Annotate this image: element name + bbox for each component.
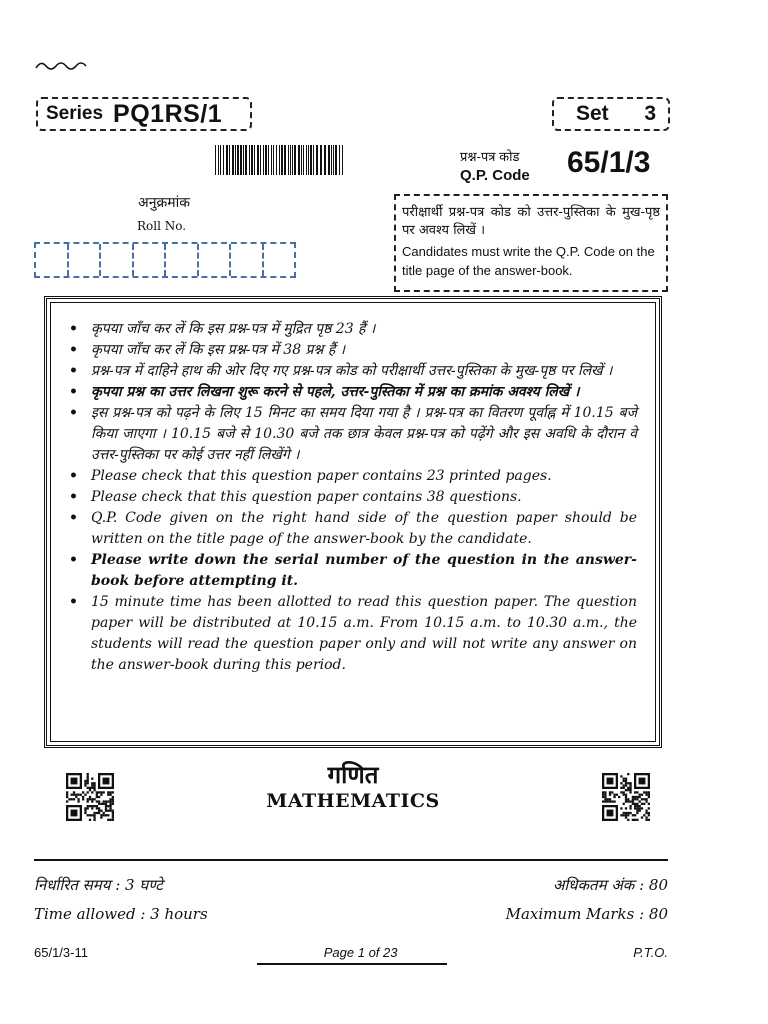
qp-code-value: 65/1/3 xyxy=(567,146,651,179)
time-allowed-hi: निर्धारित समय : 3 घण्टे xyxy=(34,876,163,894)
set-label: Set xyxy=(576,102,609,125)
instruction-item: • Please write down the serial number of the question in the answer-book before attempting it. xyxy=(91,550,637,592)
candidate-note-hi: परीक्षार्थी प्रश्न-पत्र कोड को उत्तर-पुस्तिका के मुख-पृष्ठ पर अवश्य लिखें । xyxy=(402,205,660,238)
roll-digit-box[interactable] xyxy=(134,244,167,276)
roll-digit-box[interactable] xyxy=(101,244,134,276)
instruction-item: • Q.P. Code given on the right hand side of the question paper should be written on the title page of the answer-book by the candidate. xyxy=(91,508,637,550)
candidate-note-en: Candidates must write the Q.P. Code on the title page of the answer-book. xyxy=(402,244,655,278)
instruction-item: • कृपया प्रश्न का उत्तर लिखना शुरू करने से पहले, उत्तर-पुस्तिका में प्रश्न का क्रमांक अवश्य लिखें । xyxy=(91,382,637,403)
roll-label-hi: अनुक्रमांक xyxy=(138,195,190,211)
page-footer xyxy=(34,945,668,960)
instruction-item: • Please check that this question paper contains 23 printed pages. xyxy=(91,466,637,487)
page-number-underline xyxy=(257,963,447,965)
set-box xyxy=(552,97,670,131)
qp-code-label-en: Q.P. Code xyxy=(460,167,530,184)
time-allowed-en: Time allowed : 3 hours xyxy=(34,905,208,923)
series-code: PQ1RS/1 xyxy=(113,99,223,128)
subject-title-hi: गणित xyxy=(327,760,379,789)
time-marks-row-en xyxy=(34,905,668,923)
roll-digit-box[interactable] xyxy=(69,244,102,276)
instruction-item: • कृपया जाँच कर लें कि इस प्रश्न-पत्र में 38 प्रश्न हैं । xyxy=(91,340,637,361)
roll-number-boxes[interactable] xyxy=(34,242,296,278)
divider xyxy=(34,859,668,861)
instruction-item: • कृपया जाँच कर लें कि इस प्रश्न-पत्र में मुद्रित पृष्ठ 23 हैं । xyxy=(91,319,637,340)
barcode-image xyxy=(215,145,345,175)
roll-digit-box[interactable] xyxy=(264,244,295,276)
roll-digit-box[interactable] xyxy=(36,244,69,276)
roll-label-en: Roll No. xyxy=(137,219,187,233)
max-marks-hi: अधिकतम अंक : 80 xyxy=(552,876,668,894)
time-marks-row-hi xyxy=(34,875,668,895)
qp-code-label xyxy=(460,147,530,185)
page-number: Page 1 of 23 xyxy=(323,945,398,960)
footer-code: 65/1/3-11 xyxy=(34,945,88,960)
max-marks-en: Maximum Marks : 80 xyxy=(505,905,668,923)
roll-digit-box[interactable] xyxy=(199,244,232,276)
tilde-mark xyxy=(34,58,92,72)
candidate-note-box xyxy=(394,194,668,292)
roll-digit-box[interactable] xyxy=(166,244,199,276)
series-label: Series xyxy=(46,103,104,124)
instruction-item: • 15 minute time has been allotted to read this question paper. The question paper will be distributed at 10.15 a.m. From 10.15 a.m. to 10.30 a.m., the students will read the question paper only and will not write any answer on the answer-book during this period. xyxy=(91,592,637,676)
qp-code-label-hi: प्रश्न-पत्र कोड xyxy=(460,149,520,164)
instructions-list xyxy=(67,319,637,676)
instruction-item: • इस प्रश्न-पत्र को पढ़ने के लिए 15 मिनट का समय दिया गया है । प्रश्न-पत्र का वितरण पूर्वाह्न में 10.15 बजे किया जाएगा । 10.15 बजे से 10.30 बजे तक छात्र केवल प्रश्न-पत्र को पढ़ेंगे और इस अवधि के दौरान वे उत्तर-पुस्तिका पर कोई उत्तर नहीं लिखेंगे । xyxy=(91,403,637,466)
pto-label: P.T.O. xyxy=(633,945,668,960)
subject-title-en: MATHEMATICS xyxy=(266,790,440,812)
instruction-item: • प्रश्न-पत्र में दाहिने हाथ की ओर दिए गए प्रश्न-पत्र कोड को परीक्षार्थी उत्तर-पुस्तिका के मुख-पृष्ठ पर लिखें । xyxy=(91,361,637,382)
set-number: 3 xyxy=(644,102,656,125)
instruction-item: • Please check that this question paper contains 38 questions. xyxy=(91,487,637,508)
instructions-box xyxy=(44,296,662,748)
series-box xyxy=(36,97,252,131)
roll-digit-box[interactable] xyxy=(231,244,264,276)
